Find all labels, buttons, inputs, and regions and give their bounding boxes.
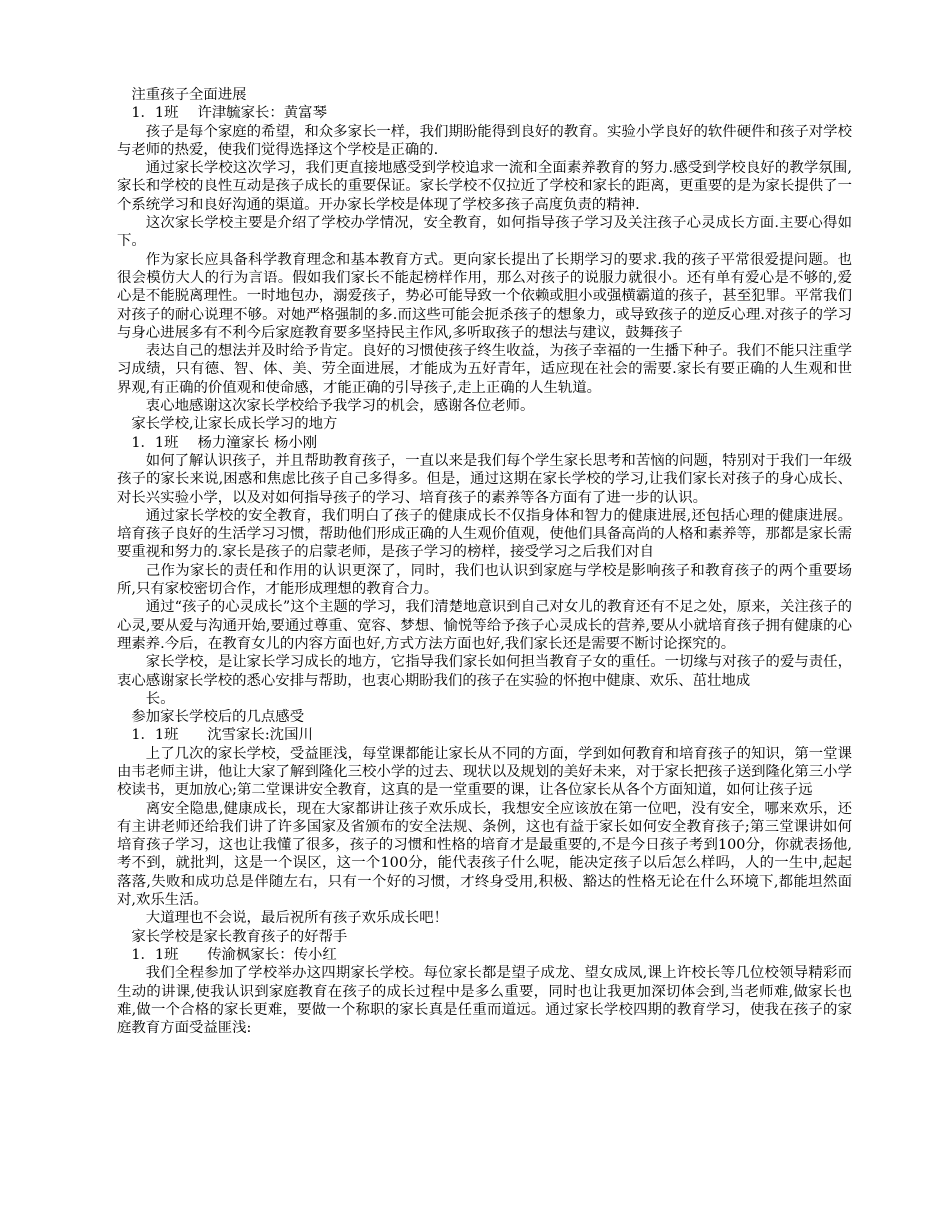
document-body (117, 86, 852, 1037)
paragraph: 我们全程参加了学校举办这四期家长学校。每位家长都是望子成龙、望女成凤,课上许校长等几位校领导精彩而生动的讲课,使我认识到家庭教育在孩子的成长过程中是多么重要，同时也让我更加深切体会到,当老师难,做家长也难,做一个合格的家长更难，要做一个称职的家长真是任重而道远。通过家长学校四期的教育学习，使我在孩子的家庭教育方面受益匪浅: (117, 965, 852, 1037)
paragraph: 大道理也不会说，最后祝所有孩子欢乐成长吧！ (145, 910, 449, 927)
paragraph: 通过“孩子的心灵成长”这个主题的学习，我们清楚地意识到自己对女儿的教育还有不足之处，原来，关注孩子的心灵,要从爱与沟通开始,要通过尊重、宽容、梦想、愉悦等给予孩子心灵成长的营养,要从小就培育孩子拥有健康的心理素养.今后，在教育女儿的内容方面也好,方式方法方面也好,我们家长还是需要不断讨论探究的。 (117, 599, 852, 652)
section-byline: 1．1班 杨力潼家长 杨小刚 (131, 434, 318, 451)
paragraph: 如何了解认识孩子，并且帮助教育孩子，一直以来是我们每个学生家长思考和苦恼的问题，特别对于我们一年级孩子的家长来说,困惑和焦虑比孩子自己多得多。但是，通过这期在家长学校的学习,让我们家长对孩子的身心成长、对长兴实验小学，以及对如何指导孩子的学习、培育孩子的素养等各方面有了进一步的认识。 (117, 452, 852, 506)
section-title: 家长学校是家长教育孩子的好帮手 (131, 928, 348, 945)
paragraph: 表达自己的想法并及时给予肯定。良好的习惯使孩子终生收益，为孩子幸福的一生播下种子。我们不能只注重学习成绩，只有德、智、体、美、劳全面进展，才能成为五好青年，适应现在社会的需要.家长有要正确的人生观和世界观,有正确的价值观和使命感，才能正确的引导孩子,走上正确的人生轨道。 (117, 343, 852, 396)
paragraph: 衷心地感谢这次家长学校给予我学习的机会，感谢各位老师。 (145, 398, 535, 415)
paragraph: 上了几次的家长学校，受益匪浅，每堂课都能让家长从不同的方面，学到如何教育和培育孩子的知识，第一堂课由韦老师主讲，他让大家了解到隆化三校小学的过去、现状以及规划的美好未来，对于家长把孩子送到隆化第三小学校读书，更加放心;第二堂课讲安全教育，这真的是一堂重要的课，让各位家长从各个方面知道，如何让孩子远 (117, 745, 852, 799)
section-title: 注重孩子全面进展 (131, 87, 247, 103)
section-byline: 1．1班 许津毓家长：黄富琴 (131, 105, 327, 122)
paragraph: 作为家长应具备科学教育理念和基本教育方式。更向家长提出了长期学习的要求.我的孩子平常很爱提问题。也很会模仿大人的行为言语。假如我们家长不能起榜样作用，那么对孩子的说服力就很小。还有单有爱心是不够的,爱心是不能脱离理性。一时地包办，溺爱孩子，势必可能导致一个依赖或胆小或强横霸道的孩子，甚至犯罪。平常我们对孩子的耐心说理不够。对她严格强制的多.而这些可能会扼杀孩子的想象力，或导致孩子的逆反心理.对孩子的学习与身心进展多有不利今后家庭教育要多坚持民主作风,多听取孩子的想法与建议，鼓舞孩子 (117, 251, 852, 341)
section-byline: 1．1班 沈雪家长:沈国川 (131, 727, 313, 744)
paragraph: 家长学校，是让家长学习成长的地方，它指导我们家长如何担当教育子女的重任。一切缘与对孩子的爱与责任，衷心感谢家长学校的悉心安排与帮助，也衷心期盼我们的孩子在实验的怀抱中健康、欢乐、茁壮地成 (117, 654, 852, 689)
paragraph: 长。 (145, 690, 175, 707)
section-title: 参加家长学校后的几点感受 (131, 709, 305, 726)
section-title: 家长学校,让家长成长学习的地方 (131, 416, 338, 433)
paragraph: 通过家长学校这次学习，我们更直接地感受到学校追求一流和全面素养教育的努力.感受到学校良好的教学氛围,家长和学校的良性互动是孩子成长的重要保证。家长学校不仅拉近了学校和家长的距离，更重要的是为家长提供了一个系统学习和良好沟通的渠道。开办家长学校是体现了学校多孩子高度负责的精神. (117, 160, 852, 213)
paragraph: 这次家长学校主要是介绍了学校办学情况，安全教育，如何指导孩子学习及关注孩子心灵成长方面.主要心得如下。 (117, 215, 852, 250)
paragraph: 己作为家长的责任和作用的认识更深了，同时，我们也认识到家庭与学校是影响孩子和教育孩子的两个重要场所,只有家校密切合作，才能形成理想的教育合力。 (117, 562, 852, 598)
paragraph: 孩子是每个家庭的希望，和众多家长一样，我们期盼能得到良好的教育。实验小学良好的软件硬件和孩子对学校与老师的热爱，使我们觉得选择这个学校是正确的. (117, 123, 852, 158)
paragraph: 离安全隐患,健康成长，现在大家都讲让孩子欢乐成长，我想安全应该放在第一位吧，没有安全，哪来欢乐，还有主讲老师还给我们讲了许多国家及省颁布的安全法规、条例，这也有益于家长如何安全教育孩子;第三堂课讲如何培育孩子学习，这也让我懂了很多，孩子的习惯和性格的培育才是最重要的,不是今日孩子考到100分，你就表扬他,考不到，就批判，这是一个误区，这一个100分，能代表孩子什么呢，能决定孩子以后怎么样吗，人的一生中,起起落落,失败和成功总是伴随左右，只有一个好的习惯，才终身受用,积极、豁达的性格无论在什么环境下,都能坦然面对,欢乐生活。 (117, 800, 852, 909)
paragraph: 通过家长学校的安全教育，我们明白了孩子的健康成长不仅指身体和智力的健康进展,还包括心理的健康进展。培育孩子良好的生活学习习惯，帮助他们形成正确的人生观价值观，使他们具备高尚的人格和素养等，那都是家长需要重视和努力的.家长是孩子的启蒙老师，是孩子学习的榜样，接受学习之后我们对自 (117, 507, 852, 561)
section-byline: 1．1班 传渝枫家长：传小红 (131, 946, 337, 963)
